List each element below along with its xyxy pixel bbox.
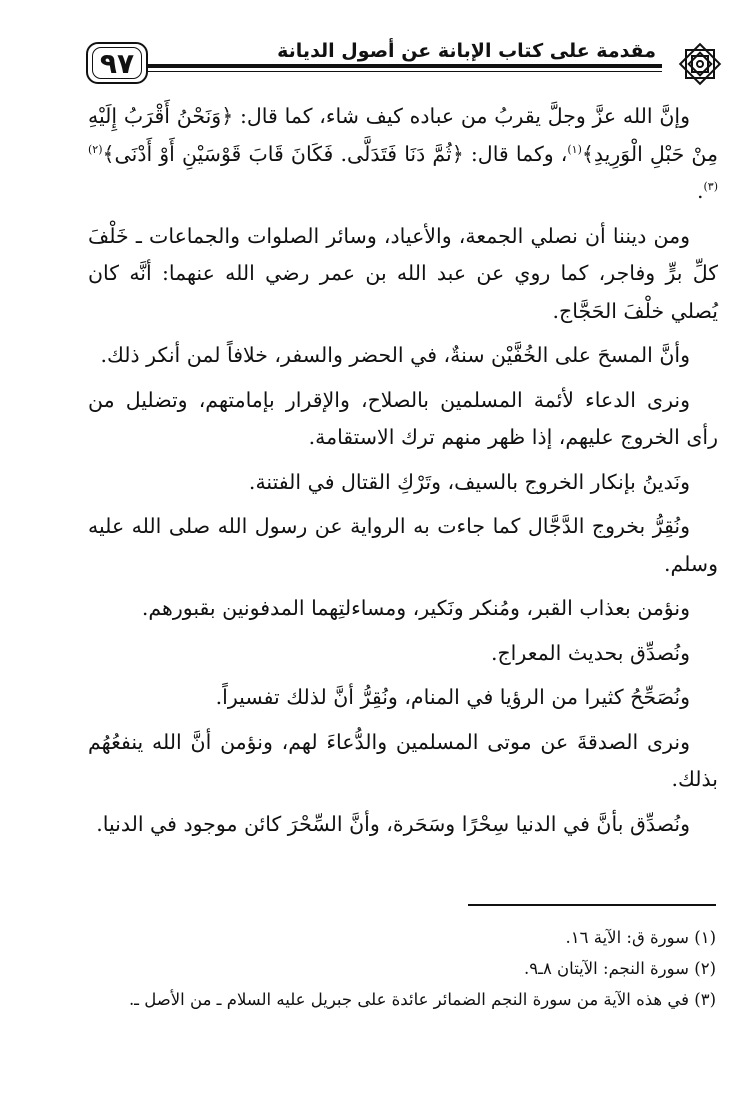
paragraph-text: وإنَّ الله عزَّ وجلَّ يقربُ من عباده كيف شاء، كما قال: — [233, 104, 690, 128]
paragraph-prayer: ومن ديننا أن نصلي الجمعة، والأعياد، وسائر الصلوات والجماعات ـ خَلْفَ كلِّ برٍّ وفاجر، كما روي عن عبد الله بن عمر رضي الله عنهما: أنَّه كان يُصلي خلْفَ الحَجَّاج. — [88, 223, 718, 323]
quran-quote: ﴿وَنَحْنُ أَقْرَبُ إِلَيْهِ مِنْ حَبْلِ الْوَرِيدِ﴾ — [88, 104, 718, 166]
page-number-box — [86, 42, 148, 84]
paragraph-charity: ونرى الصدقةَ عن موتى المسلمين والدُّعاءَ لهم، ونؤمن أنَّ الله ينفعُهُم بذلك. — [88, 729, 718, 791]
page-header — [86, 34, 726, 90]
footnote-ref: (١) — [567, 142, 582, 156]
body-text — [88, 98, 718, 850]
paragraph-grave: ونؤمن بعذاب القبر، ومُنكر ونَكير، ومساءلتِهما المدفونين بقبورهم. — [141, 596, 690, 620]
star-ornament-icon — [674, 38, 726, 90]
paragraph-imams: ونرى الدعاء لأئمة المسلمين بالصلاح، والإقرار بإمامتهم، وتضليل من رأى الخروج عليهم، إذا ظهر منهم ترك الاستقامة. — [88, 387, 718, 449]
paragraph-rebellion: ونَدينُ بإنكار الخروج بالسيف، وتَرْكِ القتال في الفتنة. — [248, 469, 690, 494]
paragraph-miraj: ونُصدِّق بحديث المعراج. — [490, 640, 690, 665]
paragraph-dreams: ونُصَحِّحُ كثيرا من الرؤيا في المنام، ونُقِرُّ أنَّ لذلك تفسيراً. — [215, 685, 690, 709]
paragraph-magic: ونُصدِّق بأنَّ في الدنيا سِحْرًا وسَحَرة، وأنَّ السِّحْرَ كائن موجود في الدنيا. — [96, 811, 690, 836]
footnote-1: (١) سورة ق: الآية ١٦. — [565, 928, 716, 947]
paragraph-wiping-khuffs: وأنَّ المسحَ على الخُفَّيْن سنةٌ، في الحضر والسفر، خلافاً لمن أنكر ذلك. — [100, 343, 690, 367]
header-rule — [146, 64, 662, 68]
footnote-3: (٣) في هذه الآية من سورة النجم الضمائر عائدة على جبريل عليه السلام ـ من الأصل ـ. — [128, 990, 716, 1009]
footnote-2: (٢) سورة النجم: الآيتان ٨ـ٩. — [523, 959, 716, 978]
quran-quote: ﴿ثُمَّ دَنَا فَتَدَلَّى. فَكَانَ قَابَ قَوْسَيْنِ أَوْ أَدْنَى﴾ — [102, 141, 464, 166]
footnotes — [88, 922, 716, 1015]
paragraph-divine-nearness — [88, 98, 718, 211]
paragraph-text: ، وكما قال: — [463, 141, 568, 166]
header-rule-thin — [146, 71, 662, 72]
footnote-separator — [468, 904, 716, 906]
footnote-ref: (٢)(٣) — [88, 142, 718, 194]
running-title: مقدمة على كتاب الإبانة عن أصول الديانة — [277, 40, 656, 62]
paragraph-dajjal: ونُقِرُّ بخروج الدَّجَّال كما جاءت به الرواية عن رسول الله صلى الله عليه وسلم. — [88, 514, 718, 576]
page-number: ٩٧ — [99, 46, 135, 80]
paragraph-text: . — [696, 179, 704, 203]
